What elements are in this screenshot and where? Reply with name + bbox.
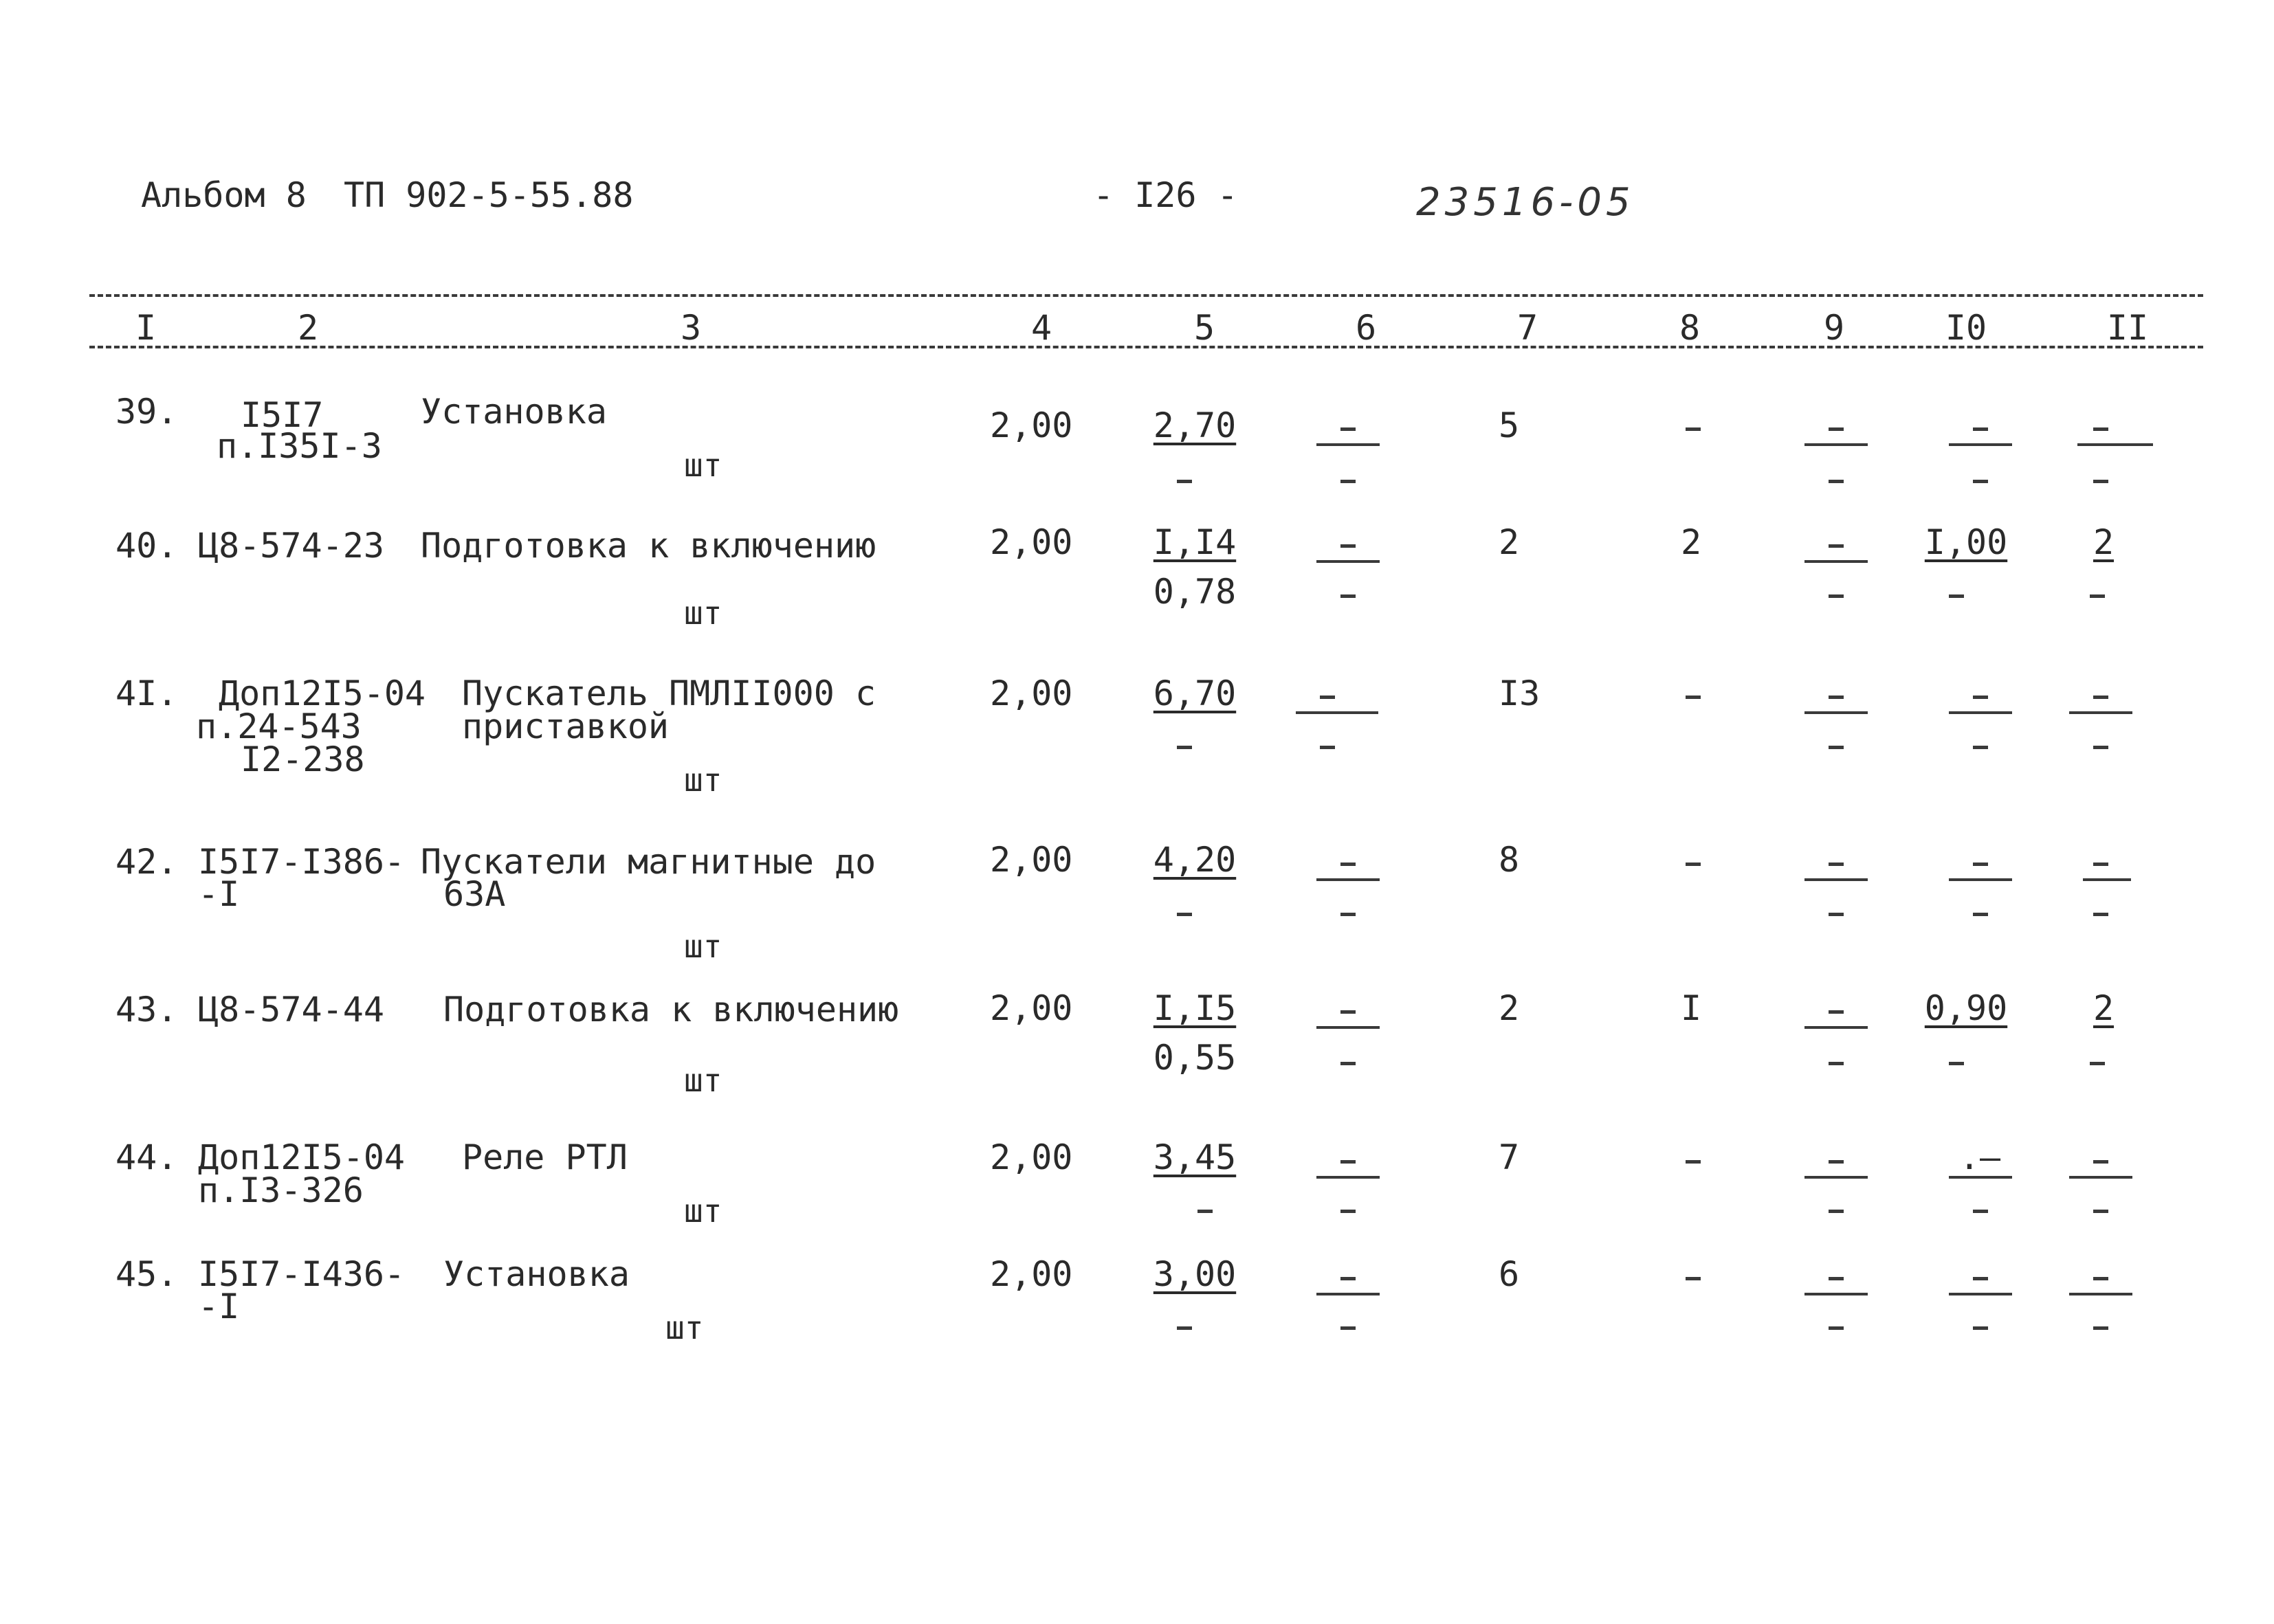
col10-top: I,00: [1924, 522, 2008, 562]
col4-value: 2,00: [990, 405, 1073, 445]
col6-dash: [1340, 1062, 1356, 1065]
row-unit: шт: [684, 1062, 722, 1099]
row-number: 43.: [115, 990, 178, 1030]
col6-dash: [1340, 594, 1356, 598]
col5-top: 3,00: [1153, 1254, 1237, 1294]
col11-top: 2: [2093, 522, 2115, 562]
row-code: Ц8-574-23: [198, 526, 384, 566]
header-bottom-rule: [89, 346, 2203, 348]
row-number: 45.: [115, 1254, 178, 1294]
row-number: 42.: [115, 842, 178, 882]
col7-value: 6: [1499, 1254, 1520, 1294]
row-code: п.I3-326: [198, 1170, 364, 1210]
col5-top: 2,70: [1153, 405, 1237, 445]
row-unit: шт: [684, 447, 722, 484]
row-name: Установка: [421, 392, 607, 432]
col8-dash: [1686, 427, 1701, 431]
col5-top: 6,70: [1153, 674, 1237, 713]
col8-dash: [1686, 1277, 1701, 1280]
col6-dash: [1320, 746, 1335, 749]
col-header-10: I0: [1945, 308, 1987, 348]
col7-value: 7: [1499, 1137, 1520, 1177]
document-code: ТП 902-5-55.88: [344, 175, 634, 215]
col7-value: 2: [1499, 988, 1520, 1028]
row-code: I5I7-I386-: [198, 842, 406, 882]
col8-dash: [1686, 863, 1701, 866]
col4-value: 2,00: [990, 840, 1073, 880]
col5-top: I,I5: [1153, 988, 1237, 1028]
col-header-3: 3: [680, 308, 702, 348]
col7-value: 2: [1499, 522, 1520, 562]
col5-top: 3,45: [1153, 1137, 1237, 1177]
row-unit: шт: [684, 928, 722, 965]
row-code: I5I7: [241, 395, 324, 435]
col5-bottom-dash: [1177, 480, 1192, 483]
col8-value: I: [1681, 988, 1702, 1028]
col8-dash: [1686, 696, 1701, 699]
col-header-5: 5: [1193, 308, 1215, 348]
col4-value: 2,00: [990, 1254, 1073, 1294]
row-code: п.I35I-3: [217, 426, 382, 466]
row-code: I5I7-I436-: [198, 1254, 406, 1294]
col6-dash: [1340, 913, 1356, 916]
col-header-6: 6: [1355, 308, 1377, 348]
row-number: 40.: [115, 526, 178, 566]
row-name: Пускатель ПМЛII000 с: [462, 674, 876, 713]
row-number: 39.: [115, 392, 178, 432]
album-label: Альбом 8: [141, 175, 307, 215]
col10-top: 0,90: [1924, 988, 2008, 1028]
col11-top: 2: [2093, 988, 2115, 1028]
col6-dash: [1340, 1326, 1356, 1330]
col7-value: I3: [1499, 674, 1541, 713]
row-name: Установка: [443, 1254, 630, 1294]
row-name: Пускатели магнитные до: [421, 842, 876, 882]
row-code: -I: [198, 1287, 240, 1326]
col10-top: .–: [1958, 1137, 2001, 1177]
col4-value: 2,00: [990, 988, 1073, 1028]
col5-bottom: 0,78: [1153, 572, 1237, 612]
col4-value: 2,00: [990, 1137, 1073, 1177]
row-name: Подготовка к включению: [421, 526, 876, 566]
handwritten-number: 23516-05: [1416, 180, 1635, 225]
row-name: 63А: [443, 874, 506, 914]
row-unit: шт: [684, 761, 722, 799]
row-code: -I: [198, 874, 240, 914]
header-top-rule: [89, 294, 2203, 297]
row-code: I2-238: [241, 739, 365, 779]
row-code: п.24-543: [196, 707, 362, 746]
row-name: Реле РТЛ: [462, 1137, 628, 1177]
col-header-8: 8: [1679, 308, 1701, 348]
col5-top: I,I4: [1153, 522, 1237, 562]
col7-value: 5: [1499, 405, 1520, 445]
row-name: приставкой: [462, 707, 670, 746]
col6-dash: [1340, 480, 1356, 483]
row-number: 4I.: [115, 674, 178, 713]
col6-dash: [1340, 1210, 1356, 1213]
row-unit: шт: [684, 1192, 722, 1230]
row-number: 44.: [115, 1137, 178, 1177]
row-code: Доп12I5-04: [219, 674, 426, 713]
col-header-1: I: [135, 308, 157, 348]
col-header-7: 7: [1516, 308, 1538, 348]
col5-bottom: 0,55: [1153, 1038, 1237, 1078]
page-number: - I26 -: [1093, 175, 1238, 215]
row-code: Ц8-574-44: [198, 990, 384, 1030]
col-header-4: 4: [1030, 308, 1052, 348]
col-header-11: II: [2106, 308, 2149, 348]
col4-value: 2,00: [990, 674, 1073, 713]
row-name: Подготовка к включению: [443, 990, 899, 1030]
col8-dash: [1686, 1160, 1701, 1164]
col8-value: 2: [1681, 522, 1702, 562]
row-unit: шт: [665, 1309, 704, 1346]
col7-value: 8: [1499, 840, 1520, 880]
col4-value: 2,00: [990, 522, 1073, 562]
col-header-2: 2: [297, 308, 319, 348]
col5-top: 4,20: [1153, 840, 1237, 880]
row-code: Доп12I5-04: [198, 1137, 406, 1177]
col-header-9: 9: [1823, 308, 1845, 348]
row-unit: шт: [684, 594, 722, 632]
